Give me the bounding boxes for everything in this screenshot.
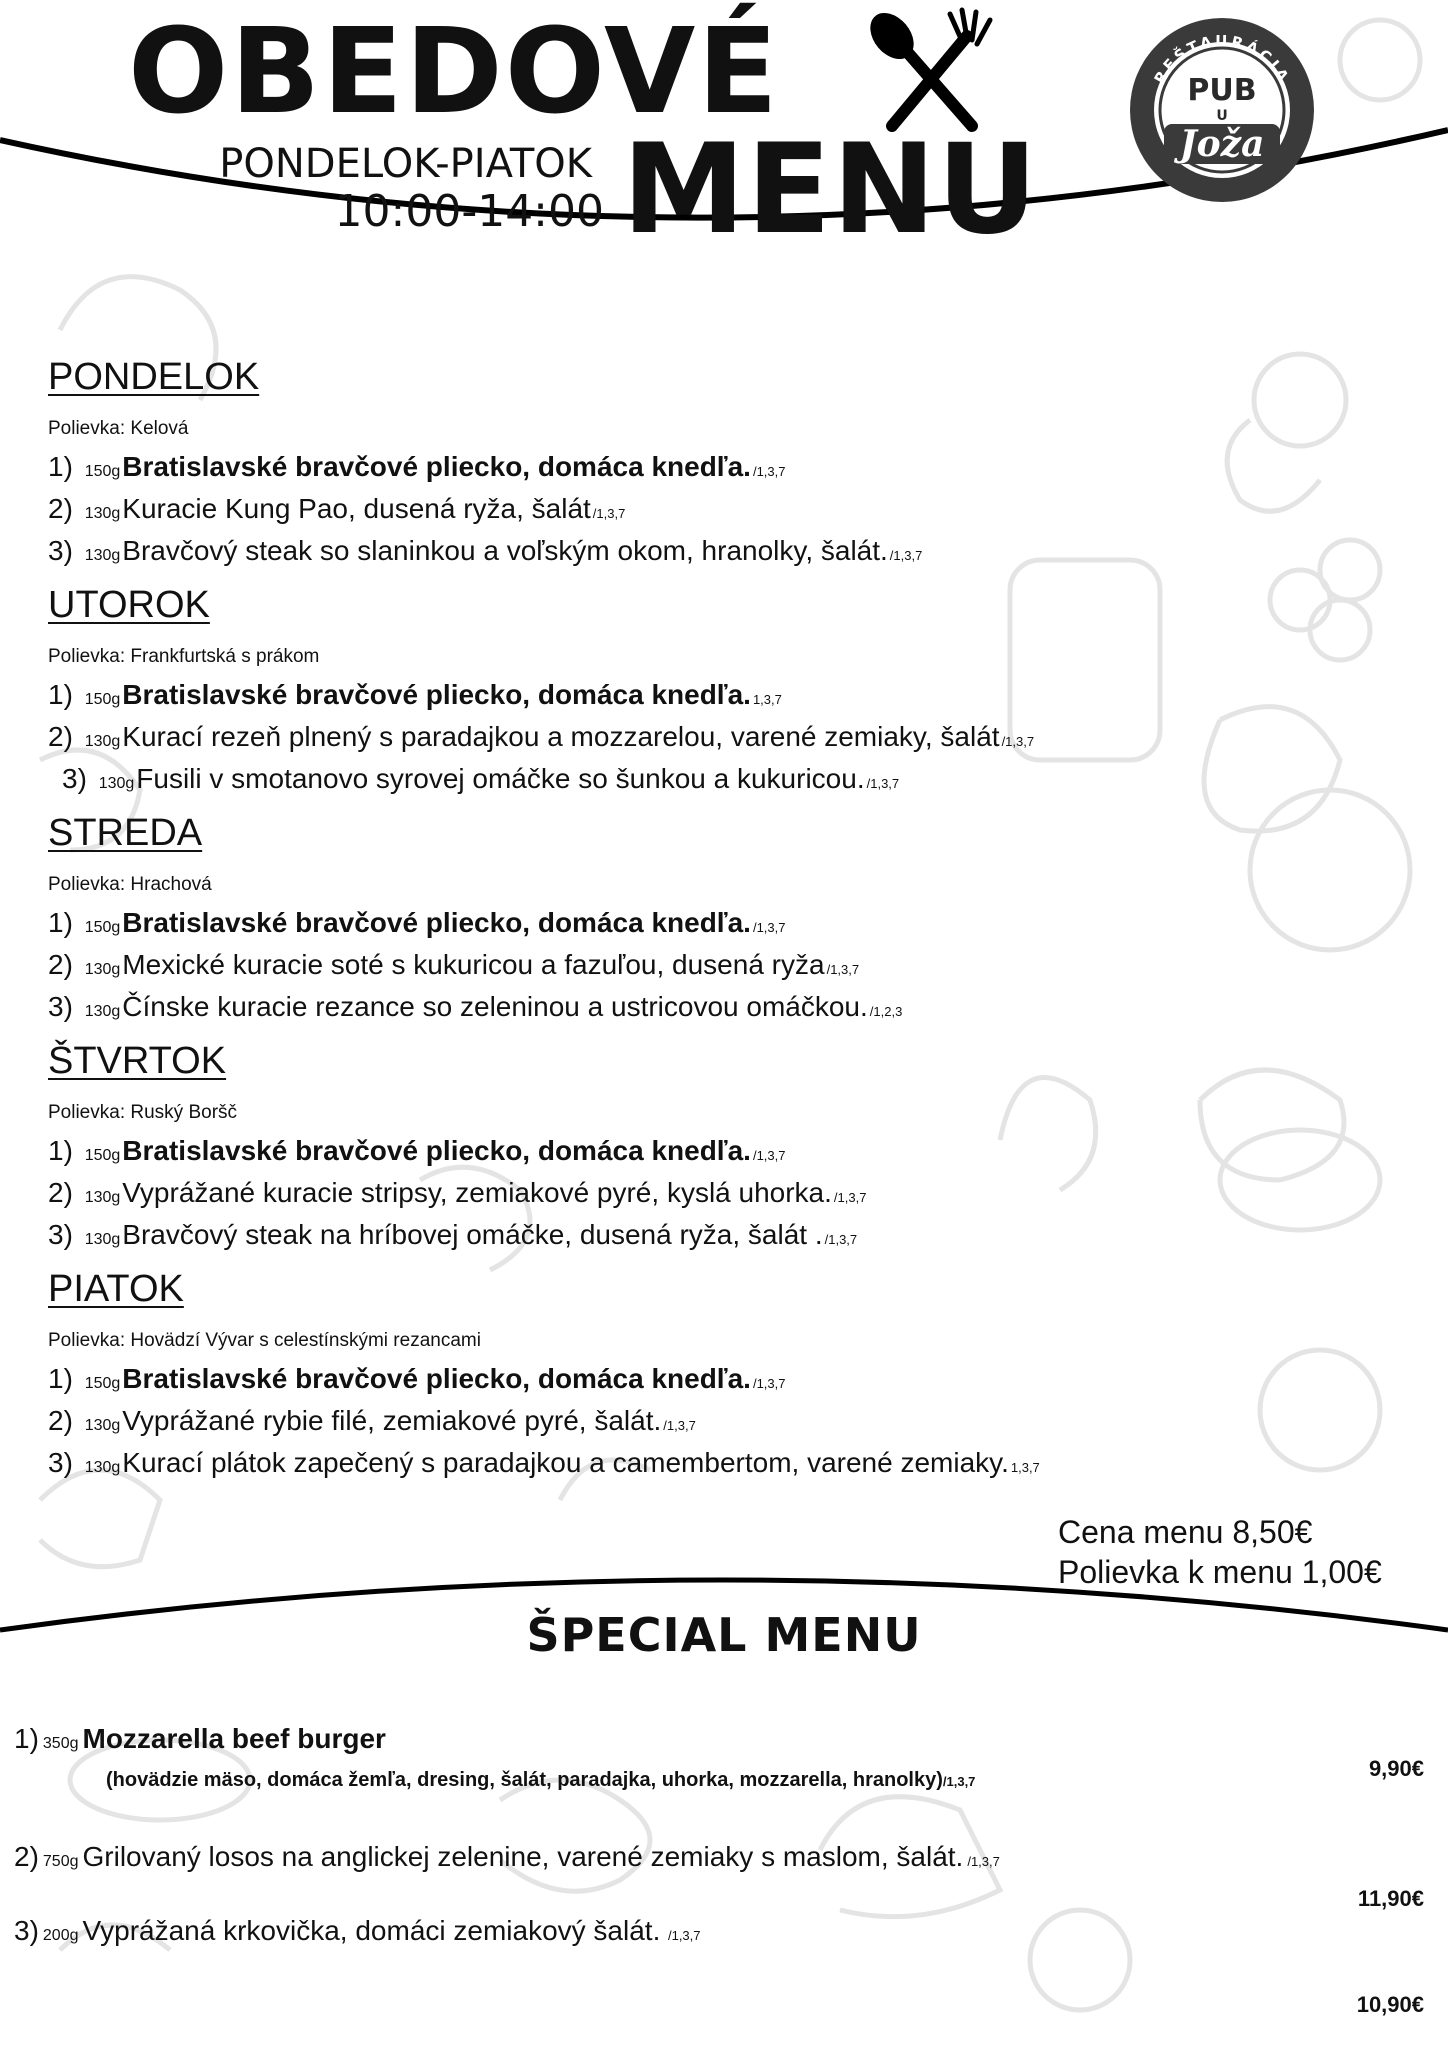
dish-item bbox=[48, 448, 1288, 490]
dish-number: 2) bbox=[48, 1405, 73, 1436]
dish-allergens: /1,3,7 bbox=[866, 776, 900, 791]
dish-number: 1) bbox=[48, 1363, 73, 1394]
menu-price: Cena menu 8,50€ bbox=[1058, 1514, 1313, 1550]
dish-allergens: /1,3,7 bbox=[592, 506, 626, 521]
dish-weight: 130g bbox=[84, 547, 121, 564]
special-name: Grilovaný losos na anglickej zelenine, varené zemiaky s maslom, šalát. bbox=[82, 1841, 964, 1872]
soup-price: Polievka k menu 1,00€ bbox=[1058, 1554, 1382, 1590]
dish-weight: 150g bbox=[84, 463, 121, 480]
days-range: PONDELOK-PIATOK bbox=[219, 141, 592, 187]
special-desc-text: (hovädzie mäso, domáca žemľa, dresing, šalát, paradajka, uhorka, mozzarella, hranolky) bbox=[106, 1769, 943, 1791]
dish-number: 3) bbox=[48, 991, 73, 1022]
dish-allergens: /1,3,7 bbox=[1001, 734, 1035, 749]
dish-weight: 130g bbox=[84, 733, 121, 750]
day-name: ŠTVRTOK bbox=[48, 1040, 227, 1082]
soup-name: Kelová bbox=[130, 418, 189, 439]
dish-name: Bratislavské bravčové pliecko, domáca knedľa. bbox=[122, 451, 751, 482]
dish-number: 1) bbox=[48, 907, 73, 938]
dish-number: 3) bbox=[48, 1219, 73, 1250]
dish-number: 2) bbox=[48, 949, 73, 980]
soup-label: Polievka: bbox=[48, 874, 126, 895]
pub-u-joza-logo bbox=[1128, 16, 1316, 204]
dish-name: Bratislavské bravčové pliecko, domáca knedľa. bbox=[122, 1135, 751, 1166]
dish-name: Kurací rezeň plnený s paradajkou a mozzarelou, varené zemiaky, šalát bbox=[122, 721, 1000, 752]
dish-weight: 150g bbox=[84, 691, 121, 708]
soup-name: Ruský Boršč bbox=[130, 1102, 238, 1123]
dish-name: Vyprážané rybie filé, zemiakové pyré, šalát. bbox=[122, 1405, 662, 1436]
dish-name: Mexické kuracie soté s kukuricou a fazuľou, dusená ryža bbox=[122, 949, 825, 980]
dish-name: Bratislavské bravčové pliecko, domáca knedľa. bbox=[122, 907, 751, 938]
special-name: Mozzarella beef burger bbox=[82, 1723, 386, 1754]
dish-item bbox=[48, 946, 1288, 988]
dish-weight: 130g bbox=[84, 1459, 121, 1476]
logo-arc-text: REŠTAURÁCIA bbox=[1150, 31, 1294, 87]
dish-number: 2) bbox=[48, 1177, 73, 1208]
day-section bbox=[48, 578, 1288, 802]
soup-name: Frankfurtská s prákom bbox=[130, 646, 320, 667]
dish-item bbox=[48, 760, 1288, 802]
day-name: UTOROK bbox=[48, 584, 210, 626]
soup-name: Hrachová bbox=[130, 874, 212, 895]
soup-name: Hovädzí Vývar s celestínskými rezancami bbox=[130, 1330, 481, 1351]
special-number: 2) bbox=[14, 1841, 39, 1872]
dish-item bbox=[48, 1132, 1288, 1174]
special-item bbox=[14, 1838, 1424, 1911]
dish-item bbox=[48, 1216, 1288, 1258]
dish-name: Kurací plátok zapečený s paradajkou a camembertom, varené zemiaky. bbox=[122, 1447, 1009, 1478]
dish-item bbox=[48, 532, 1288, 574]
soup-label: Polievka: bbox=[48, 418, 126, 439]
dish-allergens: /1,3,7 bbox=[752, 1376, 786, 1391]
dish-item bbox=[48, 1174, 1288, 1216]
dish-number: 2) bbox=[48, 721, 73, 752]
dish-name: Kuracie Kung Pao, dusená ryža, šalát bbox=[122, 493, 591, 524]
soup-label: Polievka: bbox=[48, 646, 126, 667]
dish-weight: 130g bbox=[84, 1231, 121, 1248]
dish-weight: 150g bbox=[84, 1147, 121, 1164]
special-item-line bbox=[14, 1912, 1424, 1955]
special-price: 10,90€ bbox=[1356, 1992, 1424, 2017]
dish-allergens: /1,3,7 bbox=[663, 1418, 696, 1433]
dish-name: Čínske kuracie rezance so zeleninou a ustricovou omáčkou. bbox=[122, 991, 868, 1022]
dish-allergens: 1,3,7 bbox=[1010, 1460, 1040, 1475]
special-item bbox=[14, 1912, 1424, 2017]
dish-number: 3) bbox=[62, 763, 87, 794]
soup-line bbox=[48, 1094, 1288, 1132]
dish-weight: 150g bbox=[84, 1375, 121, 1392]
special-number: 3) bbox=[14, 1915, 39, 1946]
dish-number: 1) bbox=[48, 679, 73, 710]
special-number: 1) bbox=[14, 1723, 39, 1754]
soup-label: Polievka: bbox=[48, 1330, 126, 1351]
dish-number: 3) bbox=[48, 1447, 73, 1478]
dish-allergens: /1,2,3 bbox=[869, 1004, 903, 1019]
dish-weight: 150g bbox=[84, 919, 121, 936]
special-weight: 750g bbox=[42, 1853, 79, 1870]
dish-item bbox=[48, 1402, 1288, 1444]
opening-hours: 10:00-14:00 bbox=[334, 186, 604, 237]
dish-weight: 130g bbox=[84, 505, 121, 522]
soup-line bbox=[48, 1322, 1288, 1360]
special-weight: 200g bbox=[42, 1927, 79, 1944]
special-allergens: /1,3,7 bbox=[967, 1854, 1000, 1869]
special-allergens: /1,3,7 bbox=[664, 1928, 701, 1943]
day-section bbox=[48, 806, 1288, 1030]
dish-allergens: /1,3,7 bbox=[833, 1190, 867, 1205]
dish-number: 1) bbox=[48, 451, 73, 482]
logo-joza: Joža bbox=[1179, 123, 1265, 165]
dish-name: Vyprážané kuracie stripsy, zemiakové pyré, kyslá uhorka. bbox=[122, 1177, 832, 1208]
dish-allergens: /1,3,7 bbox=[824, 1232, 858, 1247]
special-weight: 350g bbox=[42, 1735, 79, 1752]
dish-item bbox=[48, 718, 1288, 760]
dish-allergens: /1,3,7 bbox=[826, 962, 860, 977]
special-item-line bbox=[14, 1838, 1424, 1881]
day-name: STREDA bbox=[48, 812, 203, 854]
dish-number: 1) bbox=[48, 1135, 73, 1166]
dish-item bbox=[48, 490, 1288, 532]
dish-allergens: /1,3,7 bbox=[752, 920, 786, 935]
dish-name: Fusili v smotanovo syrovej omáčke so šunkou a kukuricou. bbox=[136, 763, 865, 794]
dish-number: 2) bbox=[48, 493, 73, 524]
special-item bbox=[14, 1720, 1424, 1799]
soup-line bbox=[48, 866, 1288, 904]
day-name: PONDELOK bbox=[48, 356, 260, 398]
dish-weight: 130g bbox=[84, 1003, 121, 1020]
dish-item bbox=[48, 1444, 1288, 1486]
soup-line bbox=[48, 638, 1288, 676]
special-menu-title: ŠPECIAL MENU bbox=[526, 1608, 922, 1662]
dish-weight: 130g bbox=[84, 961, 121, 978]
dish-name: Bratislavské bravčové pliecko, domáca knedľa. bbox=[122, 679, 751, 710]
dish-item bbox=[48, 676, 1288, 718]
dish-allergens: /1,3,7 bbox=[752, 464, 786, 479]
dish-item bbox=[48, 988, 1288, 1030]
special-name: Vyprážaná krkovička, domáci zemiakový šalát. bbox=[82, 1915, 661, 1946]
spoon-fork-icon bbox=[862, 6, 1002, 136]
day-name: PIATOK bbox=[48, 1268, 184, 1310]
dish-item bbox=[48, 904, 1288, 946]
day-section bbox=[48, 350, 1288, 574]
dish-weight: 130g bbox=[98, 775, 135, 792]
dish-name: Bratislavské bravčové pliecko, domáca knedľa. bbox=[122, 1363, 751, 1394]
special-price: 9,90€ bbox=[1368, 1756, 1424, 1781]
special-price: 11,90€ bbox=[1357, 1886, 1424, 1911]
dish-name: Bravčový steak so slaninkou a voľským okom, hranolky, šalát. bbox=[122, 535, 888, 566]
special-allergens: /1,3,7 bbox=[942, 1774, 976, 1789]
special-item-line bbox=[14, 1720, 1424, 1763]
dish-weight: 130g bbox=[84, 1189, 121, 1206]
title-bottom: MENU bbox=[622, 118, 1039, 262]
logo-u: U bbox=[1216, 108, 1228, 124]
day-section bbox=[48, 1034, 1288, 1258]
dish-allergens: /1,3,7 bbox=[752, 1148, 786, 1163]
dish-name: Bravčový steak na hríbovej omáčke, dusená ryža, šalát . bbox=[122, 1219, 823, 1250]
day-section bbox=[48, 1262, 1288, 1486]
dish-number: 3) bbox=[48, 535, 73, 566]
dish-item bbox=[48, 1360, 1288, 1402]
dish-allergens: 1,3,7 bbox=[752, 692, 782, 707]
special-description bbox=[14, 1763, 1424, 1799]
soup-line bbox=[48, 410, 1288, 448]
title-top: OBEDOVÉ bbox=[128, 2, 780, 140]
logo-pub: PUB bbox=[1187, 73, 1257, 108]
dish-weight: 130g bbox=[84, 1417, 121, 1434]
weekly-menu bbox=[48, 350, 1288, 1490]
soup-label: Polievka: bbox=[48, 1102, 126, 1123]
dish-allergens: /1,3,7 bbox=[889, 548, 923, 563]
